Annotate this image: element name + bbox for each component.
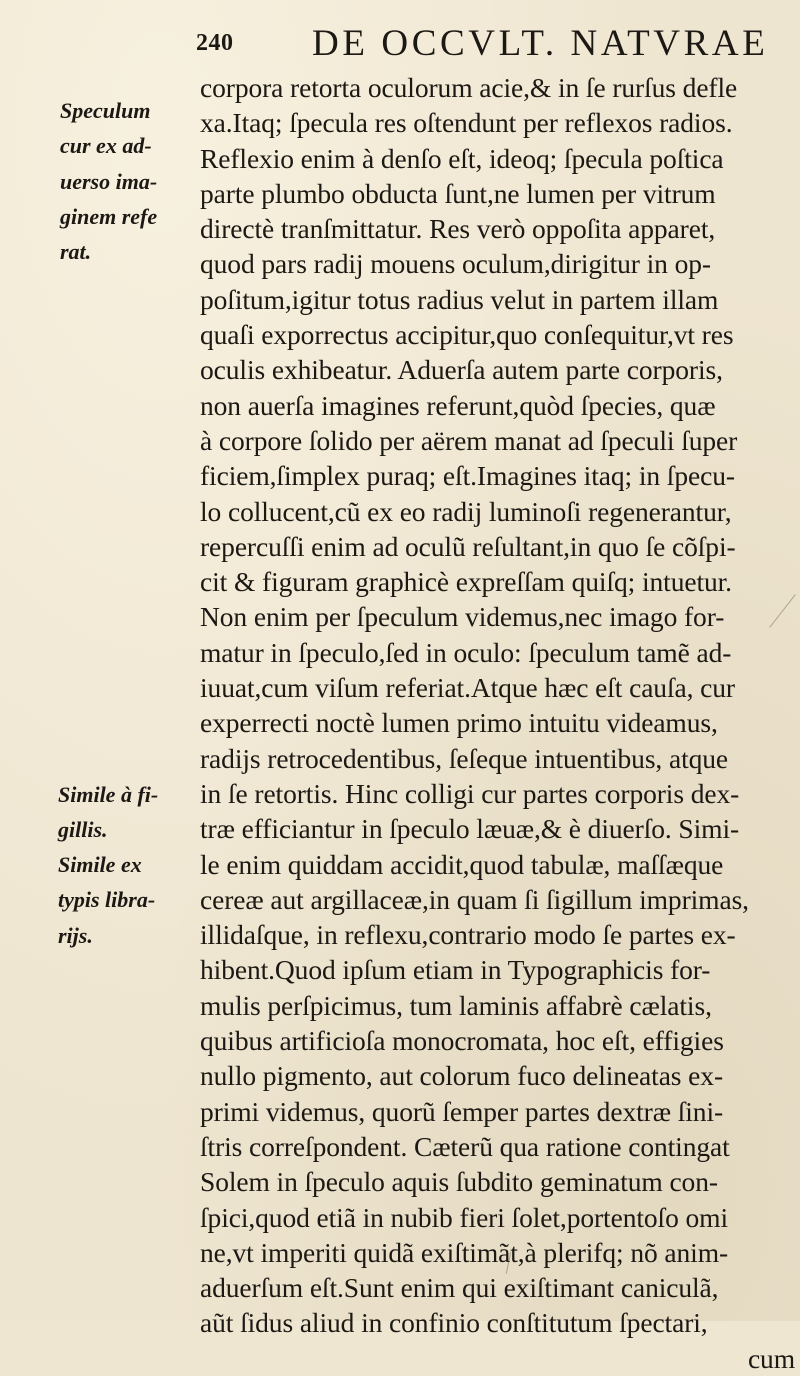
marginal-note-line: Simile à fi-: [58, 782, 159, 807]
text-line: hibent.Quod ipſum etiam in Typographicis for-: [200, 954, 711, 986]
text-line: non auerſa imagines referunt,quòd ſpecies, quæ: [200, 389, 716, 421]
text-line: nullo pigmento, aut colorum fuco delineatas ex-: [200, 1060, 723, 1092]
text-line: quod pars radij mouens oculum,dirigitur in op-: [200, 248, 711, 280]
text-line: Solem in ſpeculo aquis ſubdito geminatum con-: [200, 1166, 718, 1198]
text-line: iuuat,cum viſum referiat.Atque hæc eſt cauſa, cur: [200, 672, 735, 704]
text-line: cereæ aut argillaceæ,in quam ſi ſigillum imprimas,: [200, 883, 749, 915]
text-line: poſitum,igitur totus radius velut in partem illam: [200, 283, 719, 315]
text-line: træ efficiantur in ſpeculo læuæ,& è diuerſo. Simi-: [200, 813, 740, 845]
text-line: lo collucent,cũ ex eo radij luminoſi regenerantur,: [200, 495, 732, 527]
marginal-note-line: uerso ima-: [60, 168, 158, 194]
page-header: [196, 20, 796, 64]
text-line: ſtris correſpondent. Cæterũ qua ratione contingat: [200, 1130, 730, 1162]
text-line: xa.Itaq; ſpecula res oſtendunt per reflexos radios.: [200, 107, 733, 139]
marginal-note-speculum: [60, 93, 202, 269]
text-line: ficiem,ſimplex puraq; eſt.Imagines itaq; in ſpecu-: [200, 460, 735, 492]
marginal-note-line: Speculum: [60, 98, 151, 123]
text-line: experrecti noctè lumen primo intuitu videamus,: [200, 707, 718, 739]
text-line: Reflexio enim à denſo eſt, ideoq; ſpecula poſtica: [200, 142, 724, 174]
text-line: directè tranſmittatur. Res verò oppoſita apparet,: [200, 213, 716, 245]
text-line: ne,vt imperiti quidã exiſtimãt,à plerifq; nõ anim-: [200, 1236, 729, 1268]
text-line: illidaſque, in reflexu,contrario modo ſe partes ex-: [200, 919, 736, 951]
text-line: quibus artificioſa monocromata, hoc eſt, effigies: [200, 1025, 724, 1057]
text-line: à corpore ſolido per aërem manat ad ſpeculi ſuper: [200, 424, 738, 456]
marginal-note-typis: [58, 847, 200, 953]
text-line: quaſi exporrectus accipitur,quo conſequitur,vt res: [200, 319, 734, 351]
text-line: cit & figuram graphicè expreſſam quiſq; intuetur.: [200, 566, 732, 598]
text-line: repercuſſi enim ad oculũ reſultant,in quo ſe cõſpi-: [200, 530, 736, 562]
marginal-note-sigillis: [58, 777, 200, 848]
text-line: in ſe retortis. Hinc colligi cur partes corporis dex-: [200, 777, 740, 809]
marginal-note-line: ginem refe: [60, 203, 158, 229]
text-line: Non enim per ſpeculum videmus,nec imago for-: [200, 601, 725, 633]
text-line: radijs retrocedentibus, ſeſeque intuentibus, atque: [200, 742, 729, 774]
marginal-note-line: cur ex ad-: [60, 133, 152, 159]
text-line: aduerſum eſt.Sunt enim qui exiſtimant caniculã,: [200, 1272, 719, 1304]
text-line: primi videmus, quorũ ſemper partes dextræ ſini-: [200, 1095, 724, 1127]
marginal-note-line: rijs.: [58, 922, 93, 948]
body-text: [200, 70, 795, 1376]
marginal-note-line: Simile ex: [58, 852, 142, 877]
marginal-note-line: gillis.: [58, 817, 108, 843]
text-line: ſpici,quod etiã in nubib fieri ſolet,portentoſo omi: [200, 1201, 728, 1233]
marginal-note-line: typis libra-: [58, 887, 156, 913]
text-line: le enim quiddam accidit,quod tabulæ, maſſæque: [200, 848, 724, 880]
text-line: mulis perſpicimus, tum laminis affabrè cælatis,: [200, 989, 712, 1021]
marginal-note-line: rat.: [60, 239, 92, 265]
text-line: matur in ſpeculo,ſed in oculo: ſpeculum tamẽ ad-: [200, 636, 732, 668]
text-line: oculis exhibeatur. Aduerſa autem parte corporis,: [200, 354, 723, 386]
text-line: aũt ſidus aliud in confinio conſtitutum ſpectari,: [200, 1307, 708, 1339]
running-head: DE OCCVLT. NATVRAE: [312, 23, 769, 64]
text-line: parte plumbo obducta ſunt,ne lumen per vitrum: [200, 177, 716, 209]
text-line: corpora retorta oculorum acie,& in ſe rurſus defle: [200, 72, 738, 103]
page-number: 240: [196, 30, 234, 56]
catchword: cum: [747, 1342, 795, 1374]
